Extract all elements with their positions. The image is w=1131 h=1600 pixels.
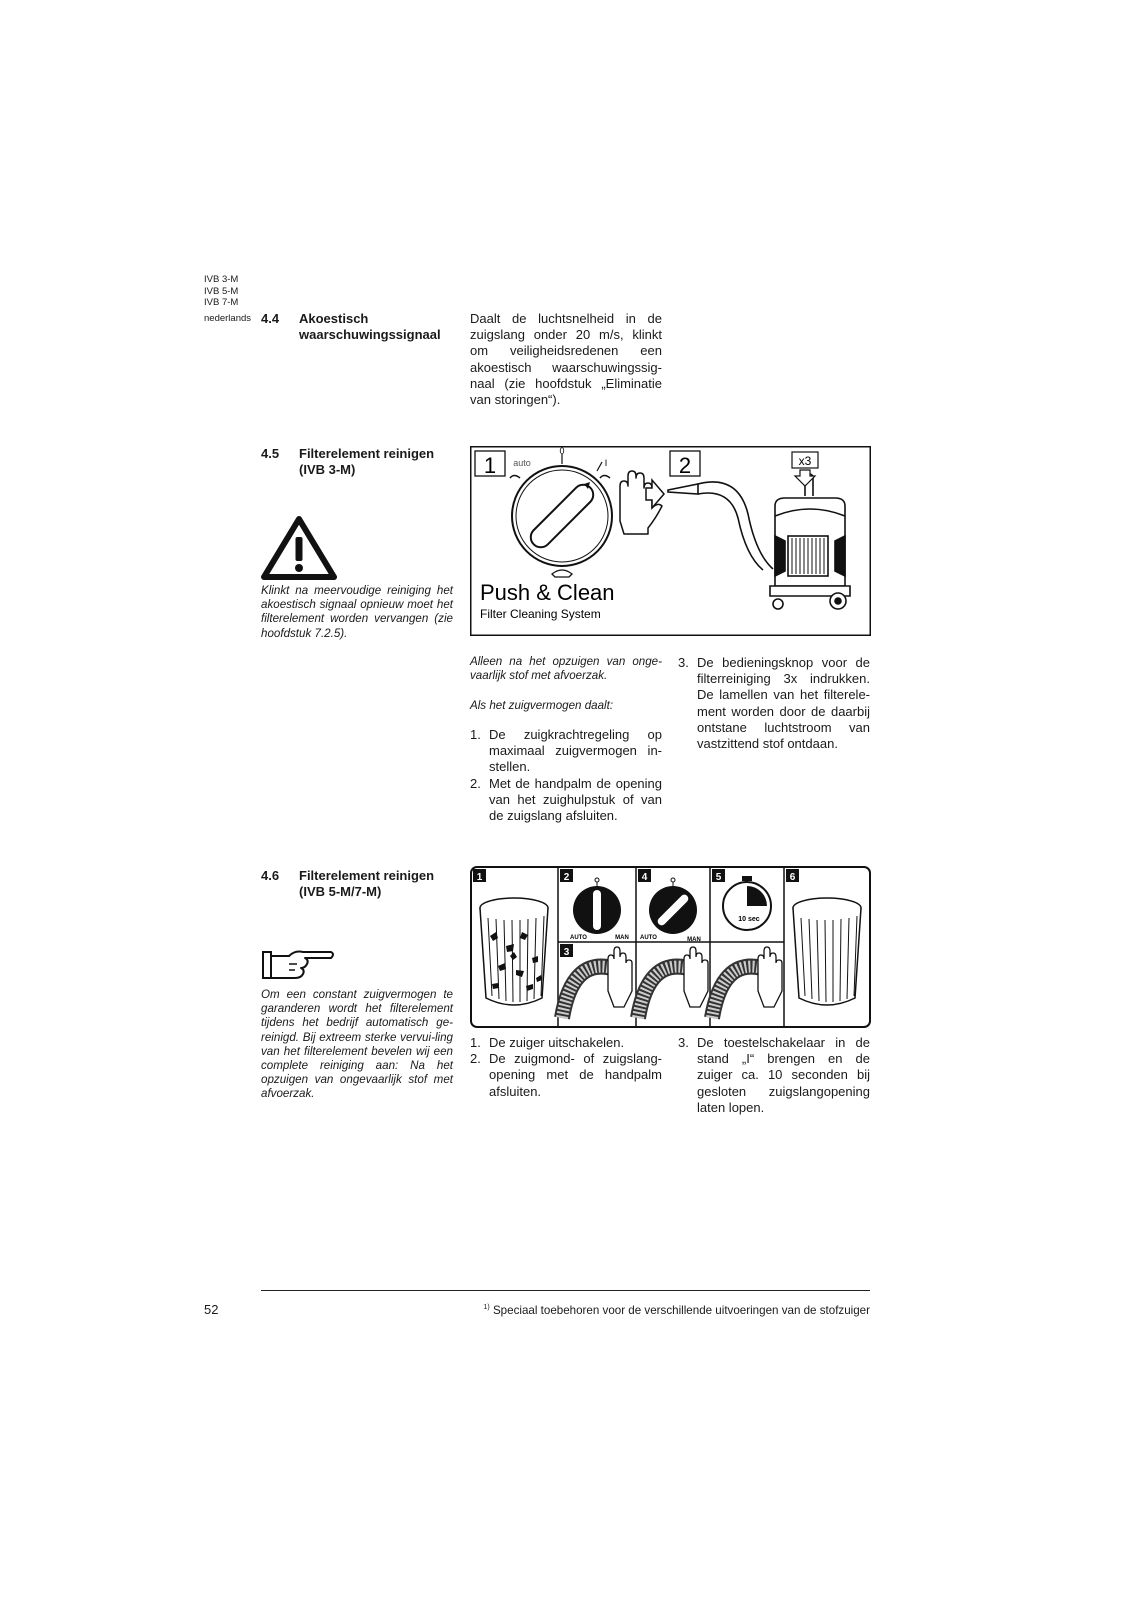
cleaning-note: Om een constant zuigvermogen te garanderen wordt het filterelement tijdens het bedrijf automatisch ge-reinigd. Bij extreem sterke vervui-ling van het filterelement bevelen wij een complete reiniging aan: Na het opzuigen van ongevaarlijk stof met afvoerzak. <box>261 988 453 1101</box>
knob-one-label: I <box>604 458 608 468</box>
cleaning-steps-figure <box>470 866 871 1028</box>
brand-title: Push & Clean <box>480 580 615 605</box>
panel-label-5 <box>712 869 725 883</box>
step-list <box>678 1035 870 1116</box>
step-list <box>678 655 870 752</box>
knob-zero-label: 0 <box>559 446 565 456</box>
svg-text:4: 4 <box>641 872 648 883</box>
list-item: 2. De zuigmond- of zuigslang-opening met de handpalm afsluiten. <box>470 1051 662 1099</box>
intro-note: Alleen na het opzuigen van onge-vaarlijk stof met afvoerzak. <box>470 655 662 683</box>
dirty-filter-icon <box>480 898 548 1005</box>
model-label: IVB 3-M <box>204 274 239 285</box>
list-item: 1. De zuigkrachtregeling op maximaal zuigvermogen in-stellen. <box>470 727 662 775</box>
section-number: 4.5 <box>261 446 280 461</box>
section-body: Daalt de luchtsnelheid in de zuigslang onder 20 m/s, klinkt om veiligheidsredenen een akoestisch waarschuwingssig-naal (zie hoofdstuk „Eliminatie van storingen“). <box>470 311 662 408</box>
svg-text:5: 5 <box>715 872 722 883</box>
footnote-text: Speciaal toebehoren voor de verschillende uitvoeringen van de stofzuiger <box>492 1304 870 1317</box>
step-list <box>470 1035 662 1100</box>
svg-text:2: 2 <box>563 872 570 883</box>
list-item: 2. Met de handpalm de opening van het zuighulpstuk of van de zuigslang afsluiten. <box>470 775 662 824</box>
language-label: nederlands <box>204 313 252 324</box>
step-list <box>470 727 662 824</box>
svg-text:AUTO: AUTO <box>570 935 587 941</box>
panel-label-2 <box>560 869 573 883</box>
panel-label-4 <box>638 869 651 883</box>
panel-label-1 <box>473 869 486 883</box>
step-2-label: 2 <box>678 453 692 478</box>
svg-text:1: 1 <box>476 872 483 883</box>
brand-subtitle: Filter Cleaning System <box>480 607 601 621</box>
model-list <box>204 274 238 309</box>
list-item: 1. De zuiger uitschakelen. <box>470 1035 625 1050</box>
page-number: 52 <box>204 1302 219 1317</box>
knob-auto-label: auto <box>513 458 531 468</box>
section-title: Filterelement reinigen (IVB 3-M) <box>299 446 435 477</box>
clean-filter-icon <box>793 898 861 1005</box>
svg-text:AUTO: AUTO <box>640 935 657 941</box>
pointing-hand-icon <box>261 948 337 982</box>
footnote <box>470 1304 870 1317</box>
list-item: 3. De bedieningsknop voor de filterreiniging 3x indrukken. De lamellen van het filterele-ment worden door de daarbij ontstane luchtstroom van vastzittend stof ontdaan. <box>678 655 870 752</box>
footnote-mark: 1) <box>483 1304 490 1312</box>
list-item: 3. De toestelschakelaar in de stand „I“ brengen en de zuiger ca. 10 seconden bij gesloten zuigslangopening laten lopen. <box>678 1035 870 1115</box>
panel-label-3 <box>560 944 573 958</box>
press-count-label: x3 <box>798 454 812 468</box>
model-label: IVB 7-M <box>204 297 239 308</box>
section-number: 4.4 <box>261 311 280 326</box>
section-title: Filterelement reinigen (IVB 5-M/7-M) <box>299 868 435 899</box>
svg-text:MAN: MAN <box>615 935 629 941</box>
section-title: Akoestisch waarschuwingssignaal <box>299 311 441 342</box>
warning-triangle-icon <box>261 515 337 581</box>
step-1-label: 1 <box>483 453 497 478</box>
svg-text:6: 6 <box>789 872 796 883</box>
section-number: 4.6 <box>261 868 280 883</box>
svg-text:MAN: MAN <box>687 937 701 943</box>
push-clean-figure <box>470 446 871 636</box>
svg-text:10 sec: 10 sec <box>738 916 760 923</box>
model-label: IVB 5-M <box>204 285 239 297</box>
panel-label-6 <box>786 869 799 883</box>
warning-note: Klinkt na meervoudige reiniging het akoestisch signaal opnieuw moet het filterelement worden vervangen (zie hoofdstuk 7.2.5). <box>261 584 453 640</box>
intro-note: Als het zuigvermogen daalt: <box>470 699 614 712</box>
svg-text:3: 3 <box>563 947 570 958</box>
footer-divider <box>261 1290 870 1291</box>
